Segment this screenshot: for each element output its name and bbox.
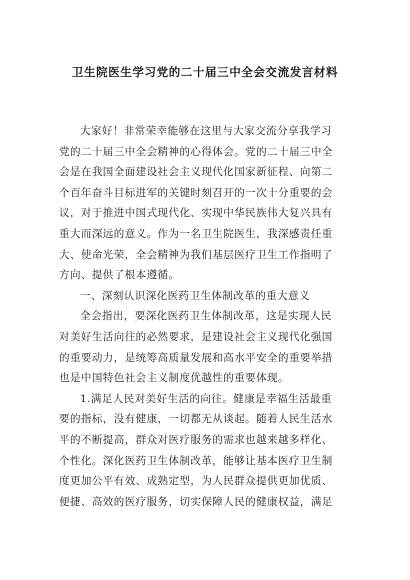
paragraph-line: 个百年奋斗目标进军的关键时刻召开的一次十分重要的会 [59, 186, 333, 199]
paragraph-line: 方向、提供了根本遵循。 [59, 269, 180, 282]
document-title: 卫生院医生学习党的二十届三中全会交流发言材料 [71, 65, 339, 79]
paragraph-line: 平的不断提高，群众对医疗服务的需求也越来越多样化、 [59, 433, 333, 446]
section-heading: 一、深刻认识深化医药卫生体制改革的重大意义 [80, 289, 310, 302]
paragraph-line: 重大而深远的意义。作为一名卫生院医生，我深感责任重 [59, 227, 333, 240]
paragraph-line: 度更加公平有效、成熟定型，为人民群众提供更加优质、 [59, 475, 333, 488]
paragraph-line: 全会指出，要深化医药卫生体制改革，这是实现人民 [80, 310, 332, 323]
paragraph-line: 议，对于推进中国式现代化、实现中华民族伟大复兴具有 [59, 207, 333, 220]
paragraph-line: 党的二十届三中全会精神的心得体会。党的二十届三中全 [59, 145, 333, 158]
paragraph-line: 要的指标，没有健康，一切都无从谈起。随着人民生活水 [59, 413, 333, 426]
paragraph-line: 个性化。深化医药卫生体制改革，能够让基本医疗卫生制 [59, 454, 333, 467]
document-body [59, 121, 345, 512]
paragraph-line: 的重要动力，是统筹高质量发展和高水平安全的重要举措 [59, 351, 333, 364]
paragraph-line: 也是中国特色社会主义制度优越性的重要体现。 [59, 372, 289, 385]
paragraph-line: 会是在我国全面建设社会主义现代化国家新征程、向第二 [59, 166, 333, 179]
paragraph-line: 对美好生活向往的必然要求，是建设社会主义现代化强国 [59, 330, 333, 343]
paragraph-line: 大、使命光荣，全会精神为我们基层医疗卫生工作指明了 [59, 248, 333, 261]
paragraph-line: 大家好！非常荣幸能够在这里与大家交流分享我学习 [80, 125, 332, 137]
paragraph-line: 1.满足人民对美好生活的向往。健康是幸福生活最重 [80, 392, 332, 405]
paragraph-line: 便捷、高效的医疗服务，切实保障人民的健康权益，满足 [59, 495, 333, 508]
